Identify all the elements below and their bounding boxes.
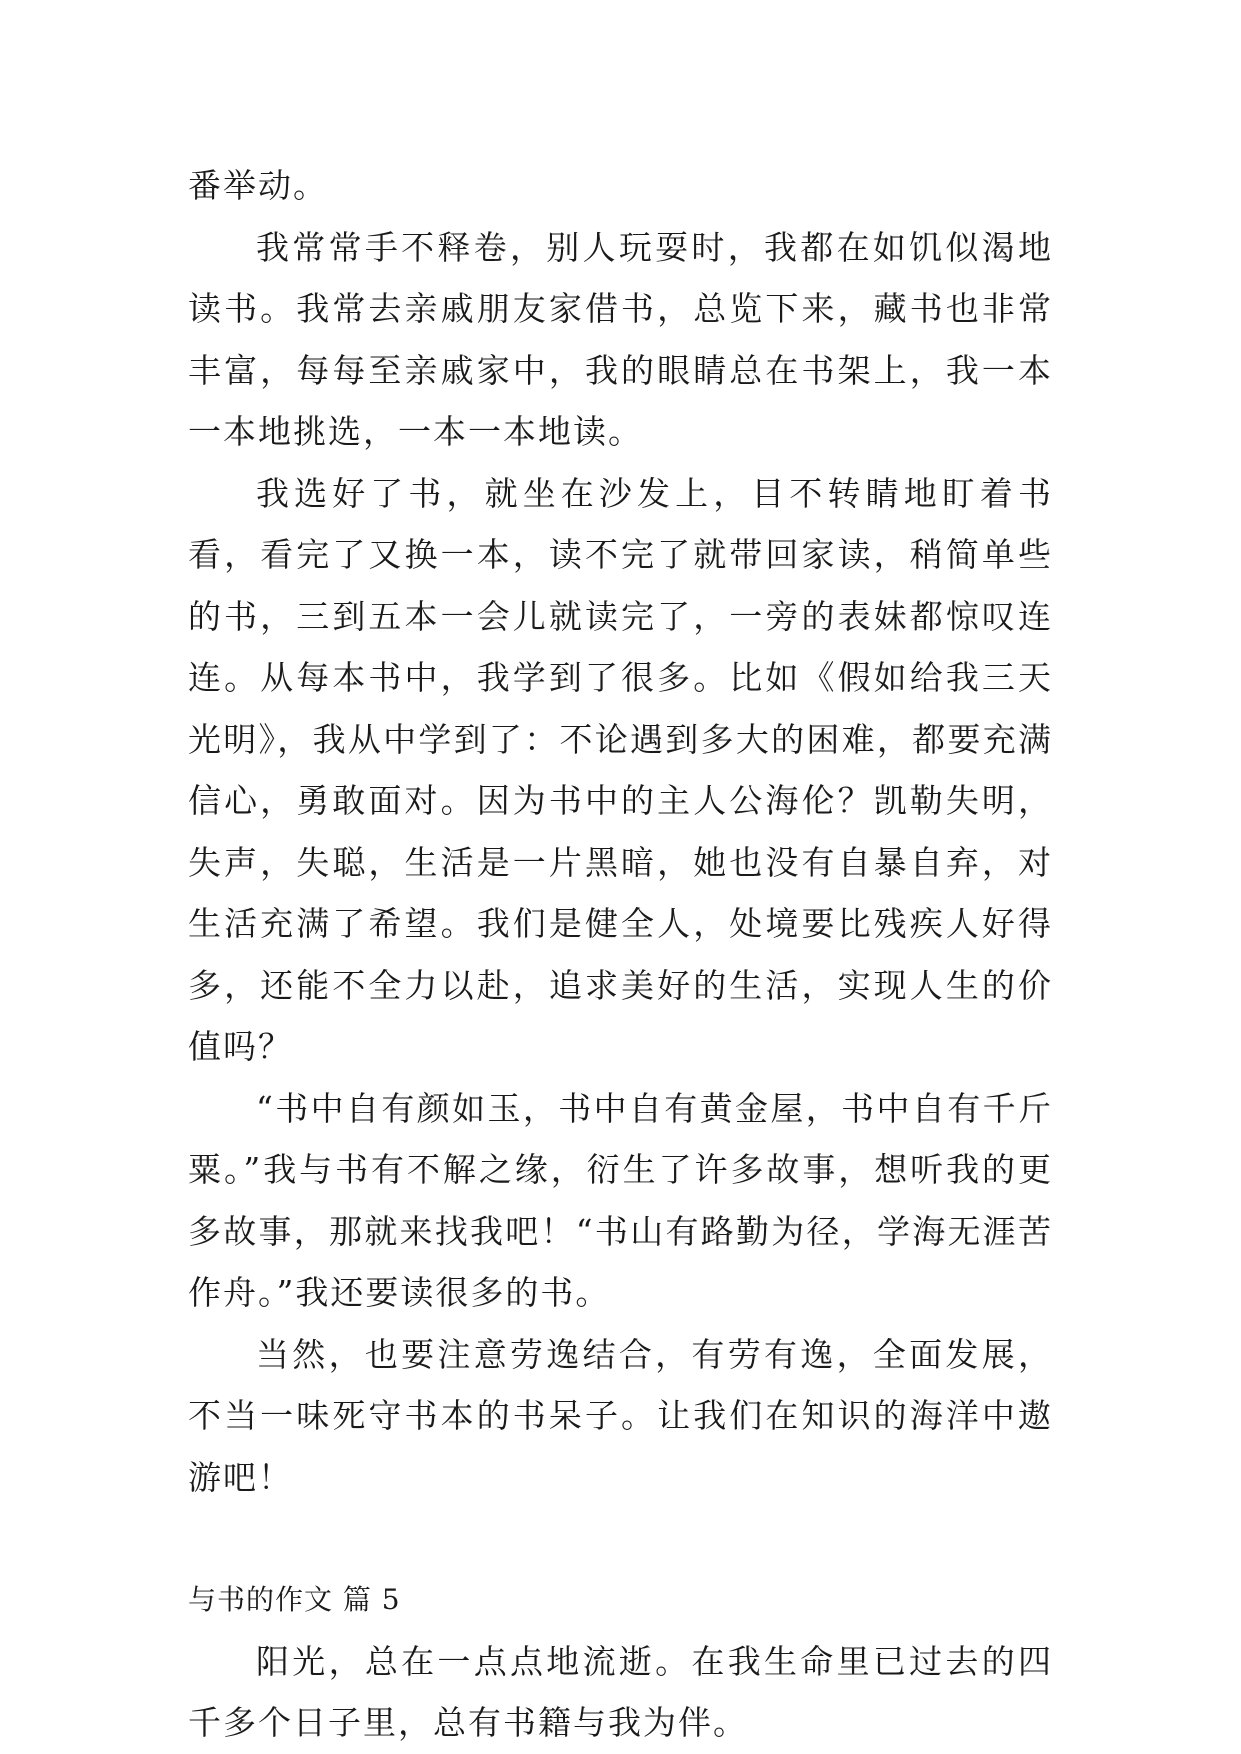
section-heading: 与书的作文 篇 5 xyxy=(188,1583,401,1616)
paragraph: 当然，也要注意劳逸结合，有劳有逸，全面发展，不当一味死守书本的书呆子。让我们在知识的海洋中遨游吧！ xyxy=(188,1334,1053,1497)
document-body xyxy=(188,155,1053,1754)
paragraph: 我选好了书，就坐在沙发上，目不转睛地盯着书看，看完了又换一本，读不完了就带回家读，稍简单些的书，三到五本一会儿就读完了，一旁的表妹都惊叹连连。从每本书中，我学到了很多。比如《假如给我三天光明》，我从中学到了：不论遇到多大的困难，都要充满信心，勇敢面对。因为书中的主人公海伦？凯勒失明，失声，失聪，生活是一片黑暗，她也没有自暴自弃，对生活充满了希望。我们是健全人，处境要比残疾人好得多，还能不全力以赴，追求美好的生活，实现人生的价值吗？ xyxy=(188,473,1053,1066)
paragraph: 阳光，总在一点点地流逝。在我生命里已过去的四千多个日子里，总有书籍与我为伴。 xyxy=(188,1641,1053,1742)
paragraph: “书中自有颜如玉，书中自有黄金屋，书中自有千斤粟。”我与书有不解之缘，衍生了许多故事，想听我的更多故事，那就来找我吧！“书山有路勤为径，学海无涯苦作舟。”我还要读很多的书。 xyxy=(188,1088,1053,1312)
paragraph: 我常常手不释卷，别人玩耍时，我都在如饥似渴地读书。我常去亲戚朋友家借书，总览下来，藏书也非常丰富，每每至亲戚家中，我的眼睛总在书架上，我一本一本地挑选，一本一本地读。 xyxy=(188,227,1053,451)
paragraph-continuation: 番举动。 xyxy=(188,166,328,205)
